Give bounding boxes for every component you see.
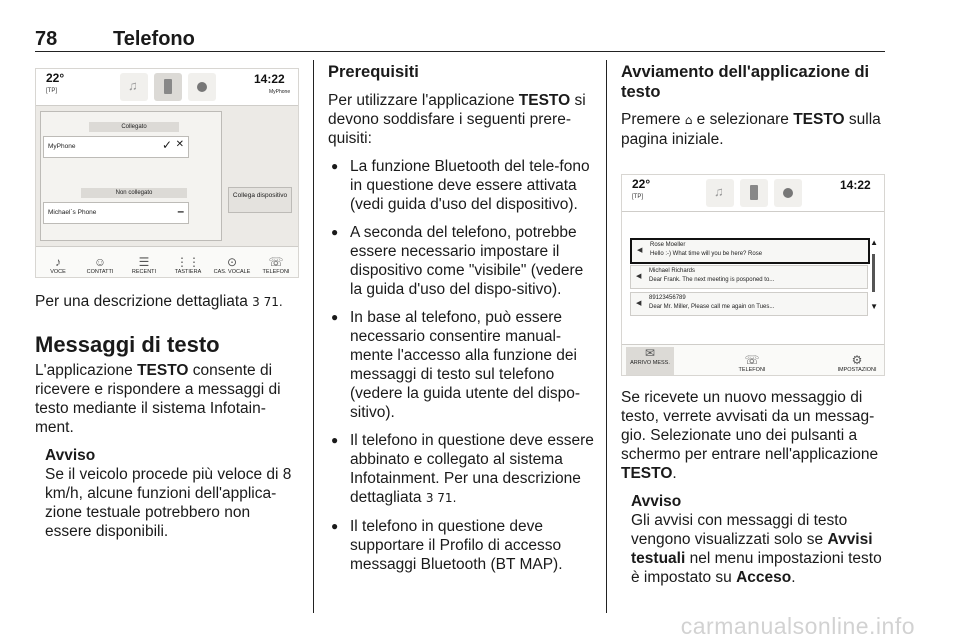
minus-icon[interactable]: – <box>177 204 184 218</box>
voice-button[interactable]: ♪ VOCE <box>50 255 66 275</box>
watermark: carmanualsonline.info <box>680 613 915 639</box>
page-number: 78 <box>35 28 58 50</box>
phone-devices-screen <box>35 68 299 278</box>
note-title: Avviso <box>45 447 96 464</box>
caption: Per una descrizione dettagliata 3 71. <box>35 293 283 310</box>
connected-header: Collegato <box>89 122 179 132</box>
contacts-button[interactable]: ☺ CONTATTI <box>86 255 114 275</box>
prerequisites-heading: Prerequisiti <box>328 63 419 81</box>
list-item[interactable]: ◀ 89123456789 Dear Mr. Miller, Please call me again on Tues... <box>630 292 868 316</box>
phone-label: MyPhone <box>269 89 291 95</box>
screen-top-bar <box>622 175 884 212</box>
voicemail-button[interactable]: ⊙ CAS. VOCALE <box>213 255 251 275</box>
device-row-myphone[interactable]: MyPhone ✓ ✕ <box>43 136 189 158</box>
temperature: 22° <box>46 71 65 85</box>
scroll-down-icon[interactable]: ▼ <box>870 302 878 311</box>
speaker-icon: ◀ <box>636 273 642 280</box>
list-item[interactable]: ◀ Rose Moeller Hello :-) What time will you be here? Rose <box>630 238 870 264</box>
note-body: Gli avvisi con messaggi di testo vengono visualizzati solo se Avvisi testuali nel menu impostazioni testo è impostato su Acceso. <box>631 512 882 586</box>
keypad-button[interactable]: ⋮⋮ TASTIERA <box>174 255 202 275</box>
scrollbar[interactable] <box>872 254 875 292</box>
page-reference: 3 71. <box>252 295 283 309</box>
prerequisites-list <box>328 157 594 574</box>
header-rule <box>35 51 885 52</box>
notification-paragraph: Se ricevete un nuovo messaggio di testo, verrete avvisati da un messag-gio. Selezionate uno dei pulsanti a schermo per entrare nell'applicazione TESTO. <box>621 389 879 482</box>
intro-paragraph: L'applicazione TESTO consente di ricevere e rispondere a messaggi di testo mediante il sistema Infotain-ment. <box>35 362 281 436</box>
recent-button[interactable]: ☰ RECENTI <box>131 255 157 275</box>
column-divider-2 <box>606 60 607 613</box>
note-title: Avviso <box>631 493 682 510</box>
list-item: ● La funzione Bluetooth del tele-fono in questione deve essere attivata (vedi guida d'uso del dispositivo). <box>328 157 594 214</box>
screen-top-bar <box>36 69 298 106</box>
tp-indicator: [TP] <box>46 88 58 94</box>
message-list <box>622 212 884 344</box>
phones-button[interactable]: ☏ TELEFONI <box>262 255 290 275</box>
page-title: Telefono <box>113 28 195 50</box>
settings-icon <box>774 179 802 207</box>
temperature: 22° <box>632 177 651 191</box>
settings-icon <box>188 73 216 101</box>
list-item: ● In base al telefono, può essere necessario consentire manual-mente l'accesso alla funzione dei messaggi di testo sul telefono (vedere la guida utente del dispo-sitivo). <box>328 308 594 422</box>
list-item: ● Il telefono in questione deve essere abbinato e collegato al sistema Infotainment. Per una descrizione dettagliata 3 71. <box>328 431 594 508</box>
not-connected-header: Non collegato <box>81 188 187 198</box>
clock: 14:22 <box>254 72 285 86</box>
section-title: Messaggi di testo <box>35 332 220 357</box>
column-3-lower-text <box>621 388 889 587</box>
list-item: ● A seconda del telefono, potrebbe essere necessario impostare il dispositivo come "visibile" (vedere la guida d'uso del dispo-sitivo). <box>328 223 594 299</box>
start-app-heading: Avviamento dell'applicazione di testo <box>621 63 870 101</box>
connect-device-button[interactable]: Collega dispositivo <box>228 187 292 213</box>
clock: 14:22 <box>840 178 871 192</box>
inbox-button[interactable]: ✉ ARRIVO MESS. <box>626 347 674 375</box>
close-icon[interactable]: ✕ <box>175 139 184 150</box>
screen-bottom-bar <box>622 344 884 375</box>
settings-button[interactable]: ⚙ IMPOSTAZIONI <box>837 353 877 373</box>
tp-indicator: [TP] <box>632 194 644 200</box>
scroll-up-icon[interactable]: ▲ <box>870 238 878 247</box>
music-icon: ♫ <box>706 179 734 207</box>
list-item[interactable]: ◀ Michael Richards Dear Frank. The next meeting is posponed to... <box>630 265 868 289</box>
note-body: Se il veicolo procede più veloce di 8 km/h, alcune funzioni dell'applica-zione testuale potrebbero non essere disponibili. <box>45 466 292 540</box>
list-item: ● Il telefono in questione deve supportare il Profilo di accesso messaggi Bluetooth (BT MAP). <box>328 517 594 574</box>
column-3-text <box>621 62 889 149</box>
check-icon[interactable]: ✓ <box>161 138 172 152</box>
devices-list <box>40 111 222 241</box>
music-icon: ♫ <box>120 73 148 101</box>
speaker-icon: ◀ <box>636 300 642 307</box>
phone-app-icon <box>740 179 768 207</box>
prerequisites-intro: Per utilizzare l'applicazione TESTO si devono soddisfare i seguenti prere-quisiti: <box>328 92 586 147</box>
phones-button[interactable]: ☏ TELEFONI <box>738 353 766 373</box>
column-divider-1 <box>313 60 314 613</box>
speaker-icon: ◀ <box>637 247 643 254</box>
column-2-text <box>328 62 594 574</box>
note-box <box>621 492 889 587</box>
phone-app-icon <box>154 73 182 101</box>
screen-bottom-bar <box>36 246 298 277</box>
device-row-michael[interactable]: Michael`s Phone – <box>43 202 189 224</box>
home-icon: ⌂ <box>684 113 693 127</box>
column-1-text <box>35 292 300 541</box>
page-reference: 3 71. <box>425 491 457 505</box>
note-box <box>35 446 300 541</box>
page-header <box>35 28 885 52</box>
start-app-paragraph: Premere ⌂ e selezionare TESTO sulla pagina iniziale. <box>621 111 881 148</box>
text-messages-screen <box>621 174 885 376</box>
